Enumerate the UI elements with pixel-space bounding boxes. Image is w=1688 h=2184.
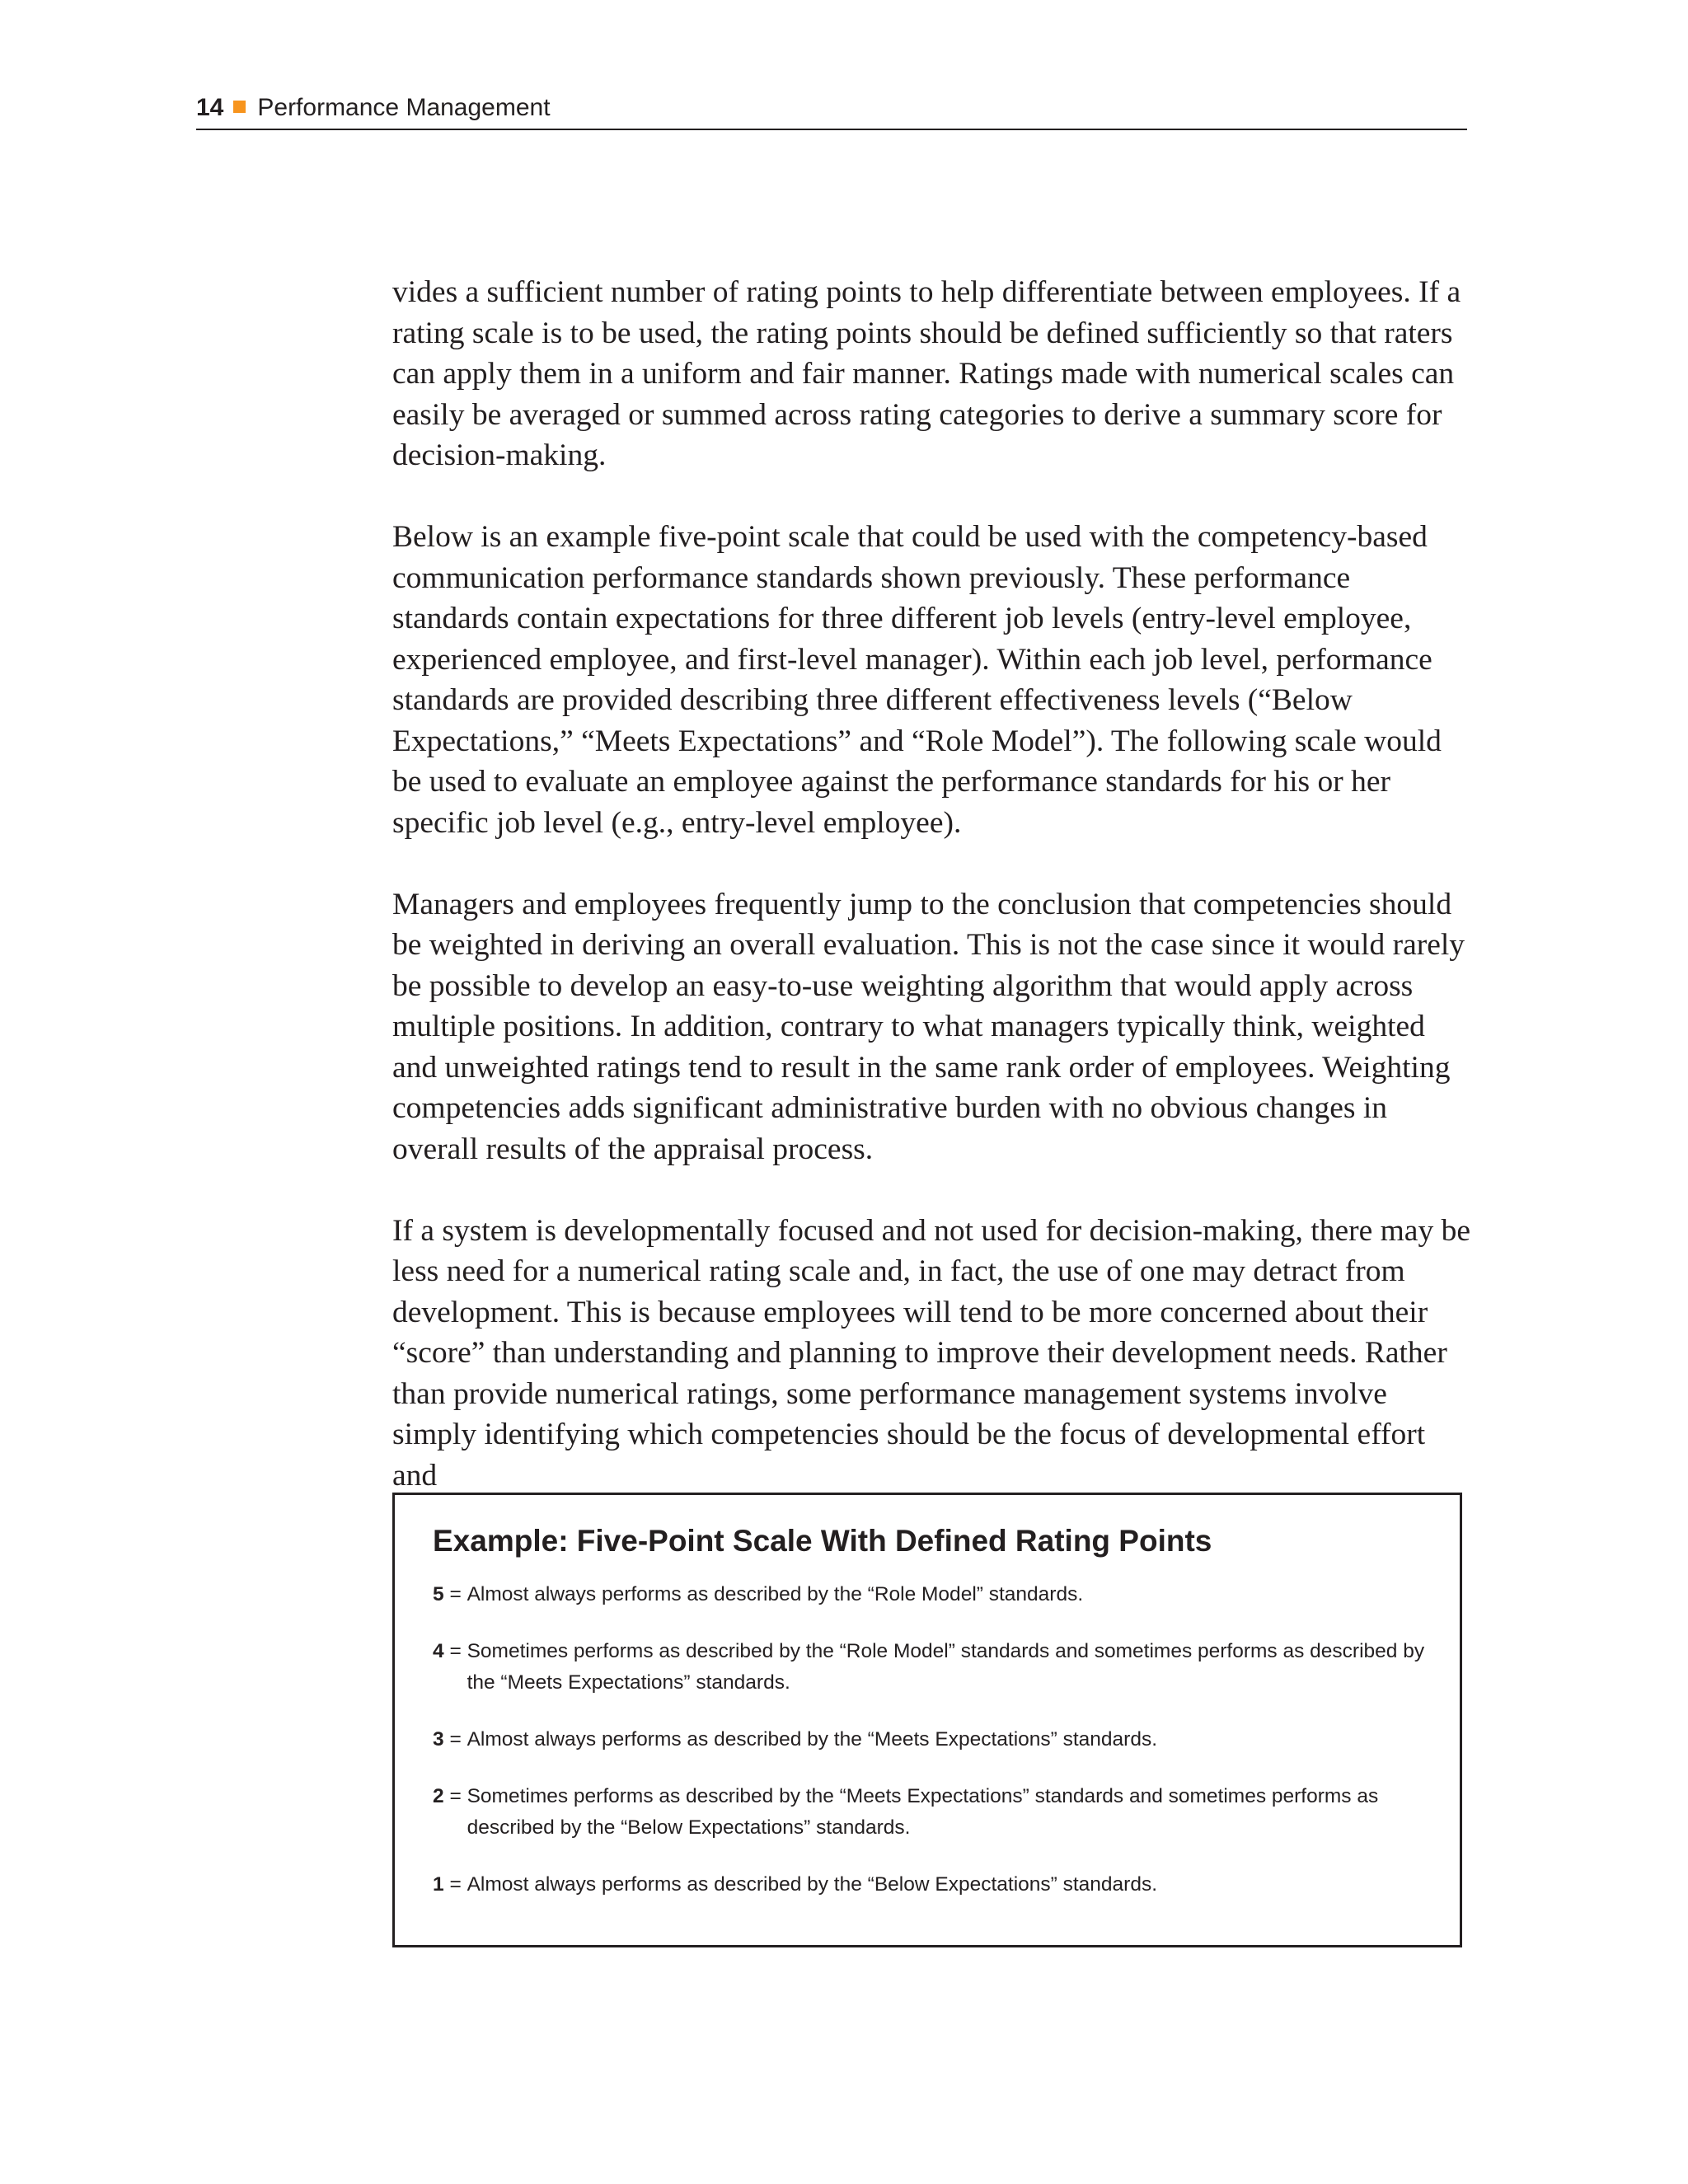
rating-description: Almost always performs as described by the “Below Expectations” standards. [467,1873,1158,1896]
paragraph: Managers and employees frequently jump to the conclusion that competencies should be weighted in deriving an overall evaluation. This is not the case since it would rarely be possible to develop an easy-to-use weighting algorithm that would apply across multiple positions. In addition, contrary to what managers typically think, weighted and unweighted ratings tend to result in the same rank order of employees. Weighting competencies adds significant administrative burden with no obvious changes in overall results of the appraisal process. [392,887,1465,1166]
list-item [433,1781,1427,1844]
paragraph: vides a sufficient number of rating points to help differentiate between employees. If a rating scale is to be used, the rating points should be defined sufficiently so that raters can apply them in a uniform and fair manner. Ratings made with numerical scales can easily be averaged or summed across rating categories to derive a summary score for decision-making. [392,275,1461,472]
rating-number: 2 [433,1785,444,1807]
body-text [392,272,1472,1537]
equals-sign: = [443,1583,467,1605]
example-box [392,1493,1462,1947]
paragraph: If a system is developmentally focused and not used for decision-making, there may be less need for a numerical rating scale and, in fact, the use of one may detract from development. This is because employees will tend to be more concerned about their “score” than understanding and planning to improve their development needs. Rather than provide numerical ratings, some performance management systems involve simply identifying which competencies should be the focus of developmental effort and [392,1213,1470,1493]
equals-sign: = [443,1873,467,1896]
rating-number: 1 [433,1873,444,1896]
list-item [433,1724,1427,1755]
page-number: 14 [196,94,224,121]
list-item [433,1636,1427,1699]
rating-description: Almost always performs as described by the “Meets Expectations” standards. [467,1728,1158,1750]
running-title: Performance Management [257,94,551,121]
equals-sign: = [443,1785,467,1807]
rating-number: 4 [433,1640,444,1662]
rating-scale-list [433,1579,1427,1900]
rating-number: 3 [433,1728,444,1750]
equals-sign: = [443,1728,467,1750]
rating-description: Sometimes performs as described by the “Meets Expectations” standards and sometimes performs as described by the “Below Expectations” standards. [467,1785,1379,1839]
rating-description: Almost always performs as described by the “Role Model” standards. [467,1583,1084,1605]
list-item [433,1579,1427,1610]
list-item [433,1869,1427,1900]
orange-square-icon [233,101,246,113]
page-header [196,89,1467,130]
rating-description: Sometimes performs as described by the “Role Model” standards and sometimes performs as described by the “Meets Expectations” standards. [467,1640,1425,1694]
example-title: Example: Five-Point Scale With Defined Rating Points [433,1524,1212,1558]
equals-sign: = [443,1640,467,1662]
rating-number: 5 [433,1583,444,1605]
paragraph: Below is an example five-point scale that could be used with the competency-based communication performance standards shown previously. These performance standards contain expectations for three different job levels (entry-level employee, experienced employee, and first-level manager). Within each job level, performance standards are provided describing three different effectiveness levels (“Below Expectations,” “Meets Expectations” and “Role Model”). The following scale would be used to evaluate an employee against the performance standards for his or her specific job level (e.g., entry-level employee). [392,520,1442,840]
